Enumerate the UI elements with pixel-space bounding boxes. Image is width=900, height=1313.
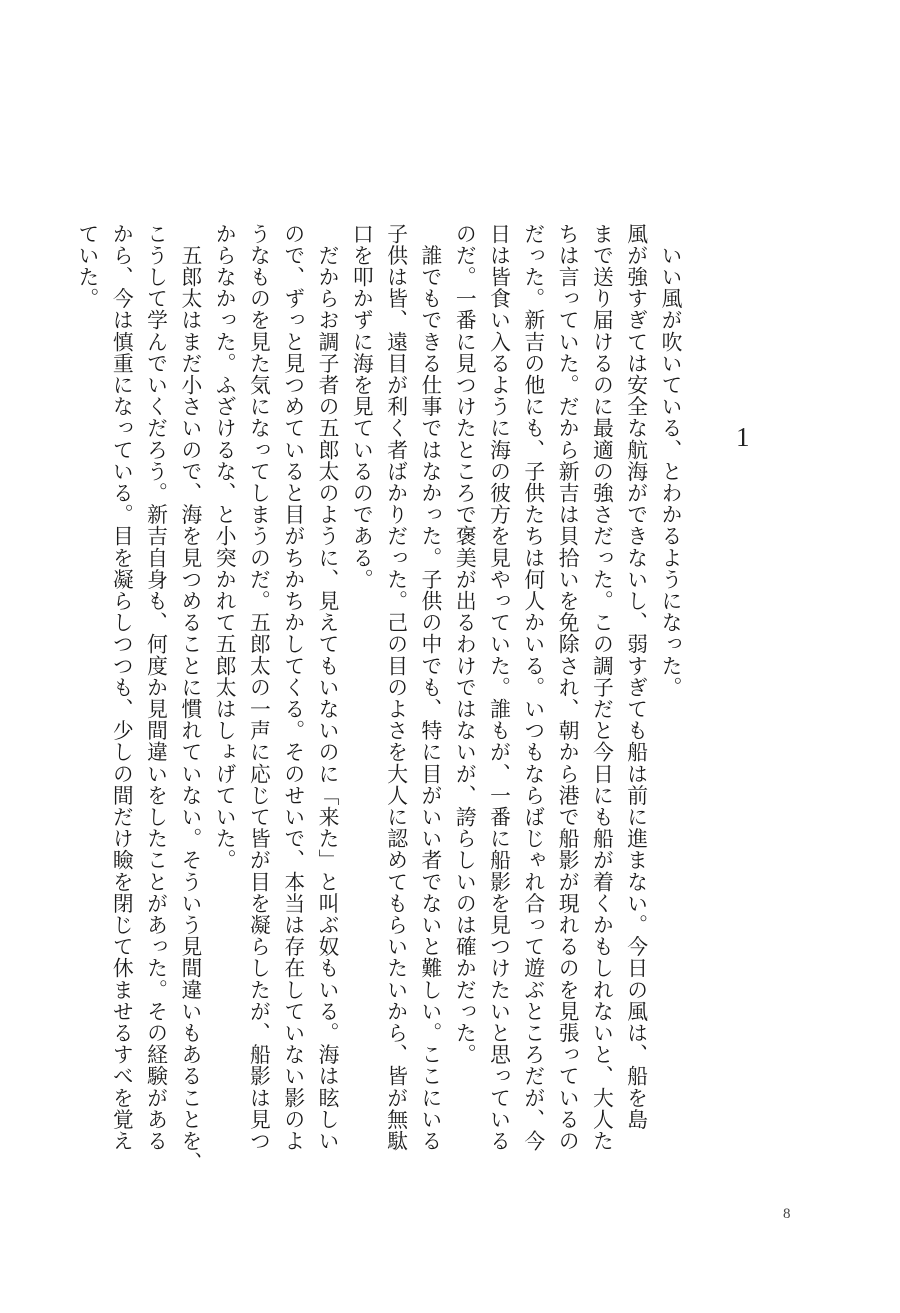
paragraph-2: 誰でもできる仕事ではなかった。子供の中でも、特に目がいい者でないと難しい。ここにいる 子供は皆、遠目が利く者ばかりだった。己の目のよさを大人に認めてもらいたいから、皆が無駄 口を叩かずに海を見ているのである。 [349, 223, 442, 1152]
paragraph-4: 五郎太はまだ小さいので、海を見つめることに慣れていない。そういう見間違いもあることを、 こうして学んでいくだろう。新吉自身も、何度か見間違いをしたことがあった。その経験がある から、今は慎重になっている。目を凝らしつつも、少しの間だけ瞼を閉じて休ませるすべを覚え ていた。 [74, 223, 202, 1174]
paragraph-3: だからお調子者の五郎太のように、見えてもいないのに「来た」と叫ぶ奴もいる。海は眩しい ので、ずっと見つめていると目がちかちかしてくる。そのせいで、本当は存在していない影のよ うなものを見た気になってしまうのだ。五郎太の一声に応じて皆が目を凝らしたが、船影は見つ からなかった。ふざけるな、と小突かれて五郎太はしょげていた。 [212, 223, 340, 1152]
page-number: 8 [783, 1206, 791, 1222]
paragraph-1: いい風が吹いている、とわかるようになった。 風が強すぎては安全な航海ができないし、弱すぎても船は前に進まない。今日の風は、船を島 まで送り届けるのに最適の強さだった。この調子だと今日にも船が着くかもしれないと、大人た ちは言っていた。だから新吉は貝拾いを免除され、朝から港で船影が現れるのを見張っているの だった。新吉の他にも、子供たちは何人かいる。いつもならばじゃれ合って遊ぶところだが、今 日は皆食い入るように海の彼方を見やっていた。誰もが、一番に船影を見つけたいと思っている のだ。一番に見つけたところで褒美が出るわけではないが、誇らしいのは確かだった。 [452, 223, 682, 1152]
body-text [70, 223, 687, 1183]
chapter-number: 1 [736, 422, 750, 452]
